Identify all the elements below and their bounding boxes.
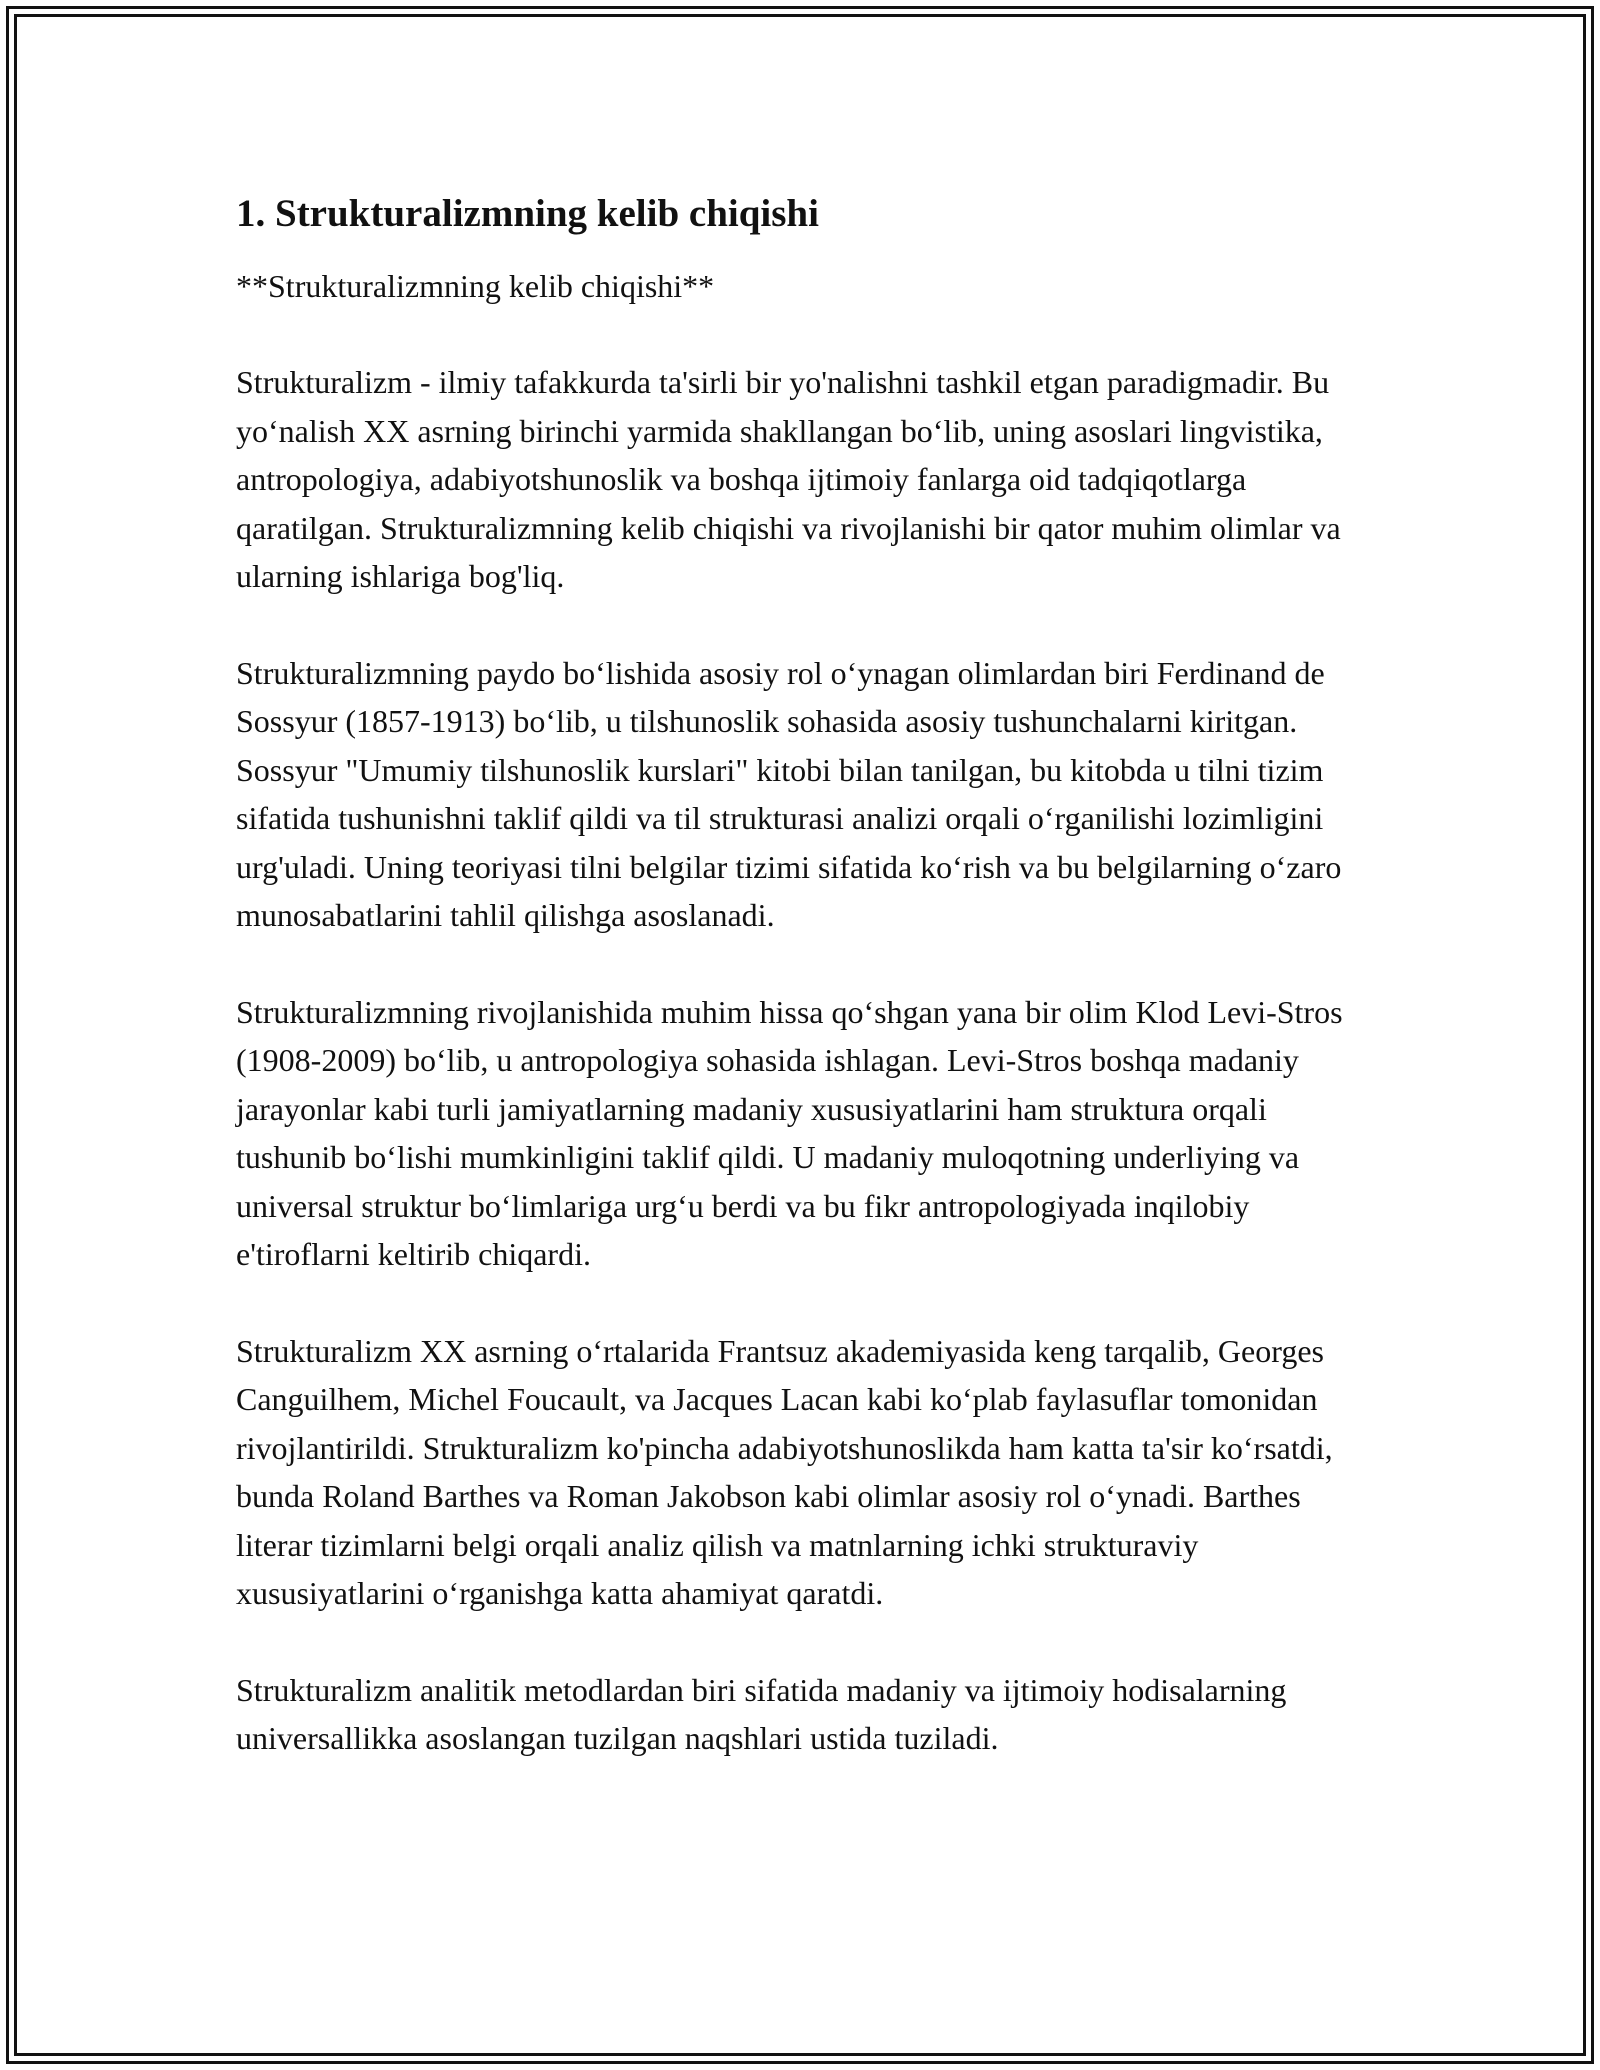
- paragraph-1: Strukturalizm - ilmiy tafakkurda ta'sirli bir yo'nalishni tashkil etgan paradigmadir. Bu yo‘nalish XX asrning birinchi yarmida shakllangan bo‘lib, uning asoslari lingvistika, antropologiya, adabiyotshunoslik va boshqa ijtimoiy fanlarga oid tadqiqotlarga qaratilgan. Strukturalizmning kelib chiqishi va rivojlanishi bir qator muhim olimlar va ularning ishlariga bog'liq.: [236, 364, 1341, 594]
- paragraph-5: Strukturalizm analitik metodlardan biri sifatida madaniy va ijtimoiy hodisalarning universallikka asoslangan tuzilgan naqshlari ustida tuziladi.: [236, 1671, 1287, 1756]
- section-subtitle: **Strukturalizmning kelib chiqishi**: [236, 268, 715, 304]
- document-body: [236, 186, 1376, 1763]
- paragraph-3: Strukturalizmning rivojlanishida muhim hissa qo‘shgan yana bir olim Klod Levi-Stros (1908-2009) bo‘lib, u antropologiya sohasida ishlagan. Levi-Stros boshqa madaniy jarayonlar kabi turli jamiyatlarning madaniy xususiyatlarini ham struktura orqali tushunib bo‘lishi mumkinligini taklif qildi. U madaniy muloqotning underliying va universal struktur bo‘limlariga urg‘u berdi va bu fikr antropologiyada inqilobiy e'tiroflarni keltirib chiqardi.: [236, 993, 1343, 1272]
- section-heading: 1. Strukturalizmning kelib chiqishi: [236, 192, 819, 235]
- paragraph-4: Strukturalizm XX asrning o‘rtalarida Frantsuz akademiyasida keng tarqalib, Georges Canguilhem, Michel Foucault, va Jacques Lacan kabi ko‘plab faylasuflar tomonidan rivojlantirildi. Strukturalizm ko'pincha adabiyotshunoslikda ham katta ta'sir ko‘rsatdi, bunda Roland Barthes va Roman Jakobson kabi olimlar asosiy rol o‘ynadi. Barthes literar tizimlarni belgi orqali analiz qilish va matnlarning ichki strukturaviy xususiyatlarini o‘rganishga katta ahamiyat qaratdi.: [236, 1332, 1333, 1611]
- paragraph-2: Strukturalizmning paydo bo‘lishida asosiy rol o‘ynagan olimlardan biri Ferdinand de Sossyur (1857-1913) bo‘lib, u tilshunoslik sohasida asosiy tushunchalarni kiritgan. Sossyur "Umumiy tilshunoslik kurslari" kitobi bilan tanilgan, bu kitobda u tilni tizim sifatida tushunishni taklif qildi va til strukturasi analizi orqali o‘rganilishi lozimligini urg'uladi. Uning teoriyasi tilni belgilar tizimi sifatida ko‘rish va bu belgilarning o‘zaro munosabatlarini tahlil qilishga asoslanadi.: [236, 654, 1342, 933]
